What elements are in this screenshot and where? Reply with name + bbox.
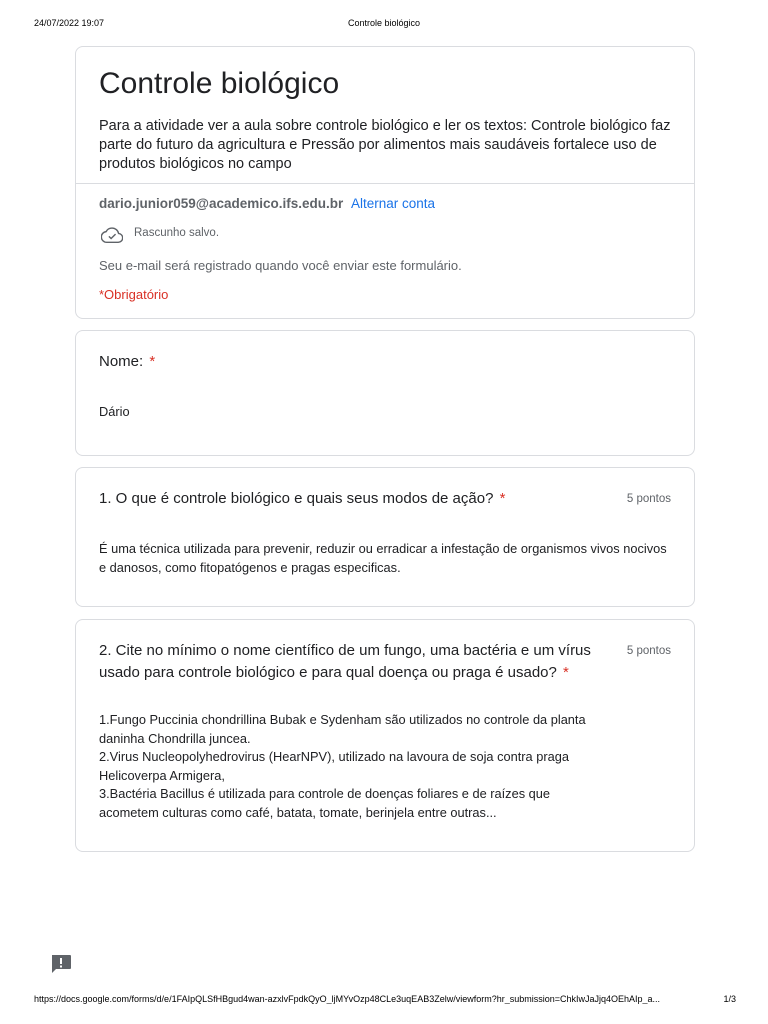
- form-description: Para a atividade ver a aula sobre controle biológico e ler os textos: Controle biológico faz parte do futuro da agricultura e Pressão por alimentos mais saudáveis fortalece uso de produtos biológicos no campo: [99, 118, 671, 172]
- question-card-name: [75, 330, 695, 456]
- question-card-1: [75, 467, 695, 607]
- question-title: [99, 488, 599, 510]
- answer-line: Helicoverpa Armigera,: [99, 767, 225, 783]
- required-star: *: [563, 664, 569, 681]
- email-note: Seu e-mail será registrado quando você enviar este formulário.: [99, 258, 462, 273]
- points-label: 5 pontos: [626, 493, 671, 505]
- answer-line: acometem culturas como café, batata, tomate, berinjela entre outras...: [99, 804, 497, 820]
- question-card-2: [75, 619, 695, 852]
- question-title: [99, 640, 607, 684]
- print-header: [0, 18, 768, 32]
- account-email: dario.junior059@academico.ifs.edu.br: [99, 196, 344, 211]
- feedback-icon: [50, 954, 72, 974]
- answer-line: 3.Bactéria Bacillus é utilizada para controle de doenças foliares e de raízes que: [99, 786, 551, 801]
- cloud-done-icon: [101, 227, 123, 243]
- required-note: *Obrigatório: [99, 287, 169, 302]
- points-label: 5 pontos: [626, 645, 671, 657]
- question-title-text: 1. O que é controle biológico e quais seus modos de ação?: [99, 490, 494, 507]
- page-url: https://docs.google.com/forms/d/e/1FAIpQLSfHBgud4wan-azxlvFpdkQyO_ljMYvOzp48CLe3uqEAB3Zelw/viewform?hr_submission=ChkIwJaJjq4OEhAIp_a...: [34, 994, 661, 1004]
- header-divider: [76, 183, 694, 184]
- feedback-button[interactable]: [50, 954, 72, 974]
- print-title: Controle biológico: [347, 18, 421, 28]
- answer-line: daninha Chondrilla juncea.: [99, 730, 251, 746]
- question-title-text: 2. Cite no mínimo o nome científico de um fungo, uma bactéria e um vírus usado para controle biológico e para qual doença ou praga é usado?: [99, 642, 591, 681]
- answer-line: 1.Fungo Puccinia chondrillina Bubak e Sydenham são utilizados no controle da planta: [99, 712, 586, 727]
- answer-text[interactable]: É uma técnica utilizada para prevenir, reduzir ou erradicar a infestação de organismos vivos nocivos e danosos, como fitopatógenos e pragas especificas.: [99, 541, 667, 575]
- answer-text[interactable]: [99, 711, 674, 822]
- required-star: *: [149, 353, 156, 370]
- form-title: Controle biológico: [99, 67, 340, 100]
- question-title-text: Nome:: [99, 353, 144, 370]
- required-star: *: [499, 490, 506, 507]
- print-date: 24/07/2022 19:07: [34, 18, 105, 28]
- account-line: [99, 196, 435, 211]
- form-header-card: [75, 46, 695, 319]
- draft-status-text: Rascunho salvo.: [134, 227, 220, 239]
- print-footer: [34, 994, 736, 1008]
- answer-line: 2.Virus Nucleopolyhedrovirus (HearNPV), utilizado na lavoura de soja contra praga: [99, 749, 569, 764]
- page-number: 1/3: [723, 994, 736, 1004]
- switch-account-link[interactable]: Alternar conta: [351, 196, 436, 211]
- question-title: [99, 351, 155, 373]
- answer-text[interactable]: Dário: [99, 404, 130, 419]
